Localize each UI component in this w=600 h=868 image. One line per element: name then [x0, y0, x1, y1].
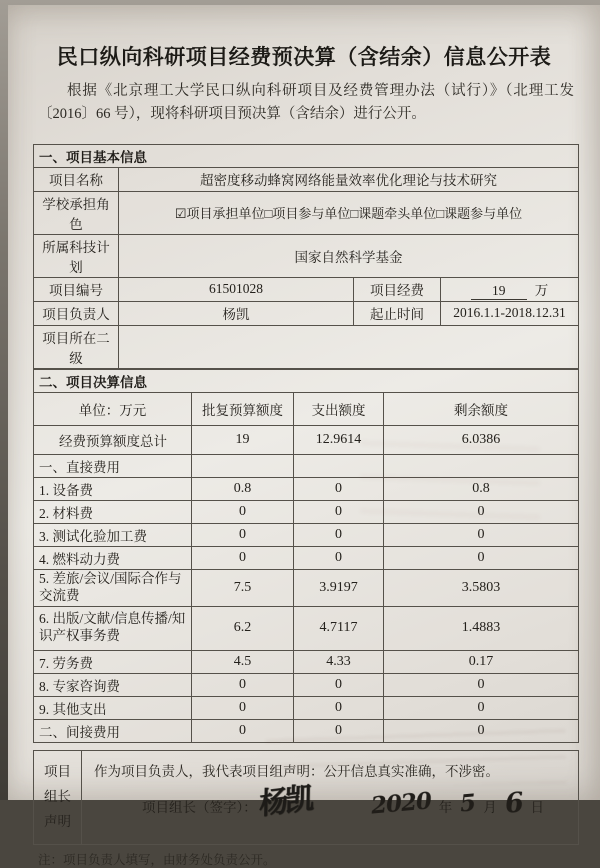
- field-label: 项目名称: [34, 167, 119, 191]
- remaining-amount: 0.17: [384, 650, 579, 673]
- declaration-label: [34, 750, 82, 844]
- table-row: [34, 191, 579, 234]
- field-label: 学校承担角色: [34, 191, 119, 234]
- table-row: [34, 301, 579, 325]
- remaining-amount: 0: [384, 523, 579, 546]
- row-label: 5. 差旅/会议/国际合作与交流费: [34, 569, 192, 606]
- spent-amount: 0: [294, 546, 384, 569]
- remaining-amount: 1.4883: [384, 606, 579, 650]
- budget-amount: 19: [192, 425, 294, 454]
- paper-showthrough-marks: [360, 417, 540, 527]
- budget-amount: 0: [192, 523, 294, 546]
- spent-amount: 3.9197: [294, 569, 384, 606]
- signature-row: [94, 782, 568, 821]
- signature-handwriting: 杨凯: [258, 782, 311, 821]
- declaration-statement: 作为项目负责人，我代表项目组声明：公开信息真实准确，不涉密。: [94, 763, 499, 779]
- table-row: [34, 277, 579, 301]
- month-unit-label: 月: [483, 800, 497, 816]
- field-label: 起止时间: [354, 301, 441, 325]
- section-header-budget-info: 二、项目决算信息: [34, 369, 579, 392]
- page-title: 民口纵向科研项目经费预决算（含结余）信息公开表: [56, 45, 552, 69]
- field-label: 项目所在二级: [34, 325, 119, 368]
- budget-amount: 0.8: [192, 477, 294, 500]
- budget-amount: 4.5: [192, 650, 294, 673]
- sign-label: 项目组长（签字）：: [142, 800, 257, 816]
- remaining-amount: 0: [384, 673, 579, 696]
- spent-amount: 0: [294, 719, 384, 742]
- funds-cell: [441, 277, 579, 301]
- budget-amount: 0: [192, 673, 294, 696]
- budget-amount: [192, 454, 294, 477]
- spent-amount: 0: [294, 500, 384, 523]
- row-label: 经费预算额度总计: [34, 425, 192, 454]
- remaining-amount: 0.8: [384, 477, 579, 500]
- paper-showthrough-marks: [266, 725, 567, 788]
- spent-amount: 0: [294, 523, 384, 546]
- project-name-value: 超密度移动蜂窝网络能量效率优化理论与技术研究: [119, 167, 579, 191]
- row-label: 9. 其他支出: [34, 696, 192, 719]
- table-row: [34, 696, 579, 719]
- remaining-amount: 0: [384, 546, 579, 569]
- table-row: [34, 569, 579, 606]
- signature-date: [369, 787, 550, 820]
- spent-amount: 0: [294, 477, 384, 500]
- handwritten-year: 2020: [369, 787, 432, 820]
- field-label: 项目经费: [354, 277, 441, 301]
- table-row: [34, 369, 579, 392]
- spent-amount: 0: [294, 673, 384, 696]
- budget-amount: 7.5: [192, 569, 294, 606]
- declaration-label-line: 项目: [44, 763, 71, 779]
- row-label: 4. 燃料动力费: [34, 546, 192, 569]
- section-header-basic-info: 一、项目基本信息: [34, 144, 579, 167]
- basic-info-table: [33, 144, 579, 369]
- remaining-amount: 3.5803: [384, 569, 579, 606]
- budget-amount: 0: [192, 546, 294, 569]
- secondary-value: [119, 325, 579, 368]
- day-unit-label: 日: [530, 800, 544, 816]
- project-number-value: 61501028: [119, 277, 354, 301]
- field-label: 项目负责人: [34, 301, 119, 325]
- table-row: [34, 673, 579, 696]
- column-header: 支出额度: [294, 392, 384, 425]
- handwritten-day: 6: [503, 787, 524, 820]
- remaining-amount: 0: [384, 696, 579, 719]
- field-label: 所属科技计划: [34, 234, 119, 277]
- remaining-amount: 0: [384, 719, 579, 742]
- spent-amount: 4.33: [294, 650, 384, 673]
- spent-amount: 0: [294, 696, 384, 719]
- table-row: [34, 234, 579, 277]
- period-value: 2016.1.1-2018.12.31: [441, 301, 579, 325]
- budget-amount: 6.2: [192, 606, 294, 650]
- remaining-amount: 0: [384, 500, 579, 523]
- spent-amount: 12.9614: [294, 425, 384, 454]
- row-label: 6. 出版/文献/信息传播/知识产权事务费: [34, 606, 192, 650]
- footnote: 注：项目负责人填写，由财务处负责公开。: [38, 852, 276, 867]
- column-header: 剩余额度: [384, 392, 579, 425]
- program-value: 国家自然科学基金: [119, 234, 579, 277]
- table-row: [34, 606, 579, 650]
- funds-value: 19: [471, 283, 527, 300]
- field-label: 项目编号: [34, 277, 119, 301]
- column-header: 批复预算额度: [192, 392, 294, 425]
- leader-value: 杨凯: [119, 301, 354, 325]
- table-row: [34, 650, 579, 673]
- row-label: 7. 劳务费: [34, 650, 192, 673]
- table-row: [34, 546, 579, 569]
- row-label: 3. 测试化验加工费: [34, 523, 192, 546]
- remaining-amount: 6.0386: [384, 425, 579, 454]
- funds-unit: 万: [534, 282, 549, 298]
- declaration-label-line: 声明: [44, 813, 71, 829]
- budget-amount: 0: [192, 719, 294, 742]
- role-checkbox-options: ☑项目承担单位□项目参与单位□课题牵头单位□课题参与单位: [119, 191, 579, 234]
- row-label: 8. 专家咨询费: [34, 673, 192, 696]
- budget-amount: 0: [192, 696, 294, 719]
- paper-document: [8, 5, 600, 867]
- column-header: 单位：万元: [34, 392, 192, 425]
- table-row: [34, 167, 579, 191]
- table-row: [34, 325, 579, 368]
- budget-amount: 0: [192, 500, 294, 523]
- row-label: 1. 设备费: [34, 477, 192, 500]
- spent-amount: 4.7117: [294, 606, 384, 650]
- row-label: 2. 材料费: [34, 500, 192, 523]
- handwritten-month: 5: [459, 789, 477, 818]
- year-unit-label: 年: [438, 800, 453, 816]
- row-label: 二、间接费用: [34, 719, 192, 742]
- intro-paragraph: 根据《北京理工大学民口纵向科研项目及经费管理办法（试行）》（北理工发〔2016〕66 号），现将科研项目预决算（含结余）进行公开。: [38, 83, 574, 123]
- row-label: 一、直接费用: [34, 454, 192, 477]
- declaration-label-line: 组长: [44, 788, 71, 804]
- table-row: [34, 144, 579, 167]
